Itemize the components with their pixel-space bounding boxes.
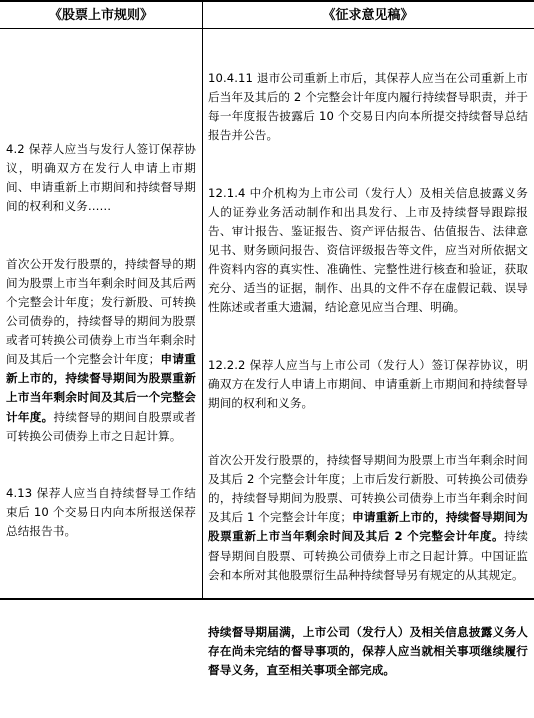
right-paragraph: 12.2.2 保荐人应当与上市公司（发行人）签订保荐协议，明确双方在发行人申请上市期间、申请重新上市期间和持续督导期间的权利和义务。	[208, 357, 528, 410]
right-paragraph: 首次公开发行股票的，持续督导期间为股票上市当年剩余时间及其后 2 个完整会计年度；上市后发行新股、可转换公司债券的，持续督导期间为股票、可转换公司债券上市当年剩余时间及其后 1 个完整会计年度；申请重新上市的，持续督导期间为股票重新上市当年剩余时间及其后 2 个完整会计年度。持续督导期间自股票、可转换公司债券上市之日起计算。中国证监会和本所对其他股票衍生品种持续督导另有规定的从其规定。	[208, 453, 528, 582]
left-paragraph: 首次公开发行股票的，持续督导的期间为股票上市当年剩余时间及其后两个完整会计年度；发行新股、可转换公司债券的，持续督导的期间为股票或者可转换公司债券上市当年剩余时间及其后一个完整会计年度；申请重新上市的，持续督导期间为股票重新上市当年剩余时间及其后一个完整会计年度。持续督导的期间自股票或者可转换公司债券上市之日起计算。	[6, 256, 196, 443]
right-column-text	[208, 31, 528, 718]
left-paragraph: 4.2 保荐人应当与发行人签订保荐协议，明确双方在发行人申请上市期间、申请重新上市期间和持续督导期间的权利和义务……	[6, 142, 196, 214]
right-paragraph: 12.1.4 中介机构为上市公司（发行人）及相关信息披露义务人的证券业务活动制作和出具发行、上市及持续督导跟踪报告、审计报告、鉴证报告、资产评估报告、估值报告、法律意见书、财务顾问报告、资信评级报告等文件，应当对所依据文件资料内容的真实性、准确性、完整性进行核查和验证，获取充分、适当的证据，制作、出具的文件不存在虚假记载、误导性陈述或者重大遗漏，结论意见应当合理、明确。	[208, 185, 528, 315]
left-column-header: 《股票上市规则》	[0, 2, 202, 29]
right-column-header: 《征求意见稿》	[202, 2, 534, 29]
right-paragraph: 持续督导期届满，上市公司（发行人）及相关信息披露义务人存在尚未完结的督导事项的，保荐人应当就相关事项继续履行督导义务，直至相关事项全部完成。	[208, 624, 528, 678]
right-paragraph: 10.4.11 退市公司重新上市后，其保荐人应当在公司重新上市后当年及其后的 2 个完整会计年度内履行持续督导职责，并于每一年度报告披露后 10 个交易日内向本所提交持续督导总结报告并公告。	[208, 71, 528, 143]
left-paragraph: 4.13 保荐人应当自持续督导工作结束后 10 个交易日内向本所报送保荐总结报告书。	[6, 485, 196, 539]
column-divider	[202, 2, 203, 600]
left-column-text	[6, 102, 196, 579]
